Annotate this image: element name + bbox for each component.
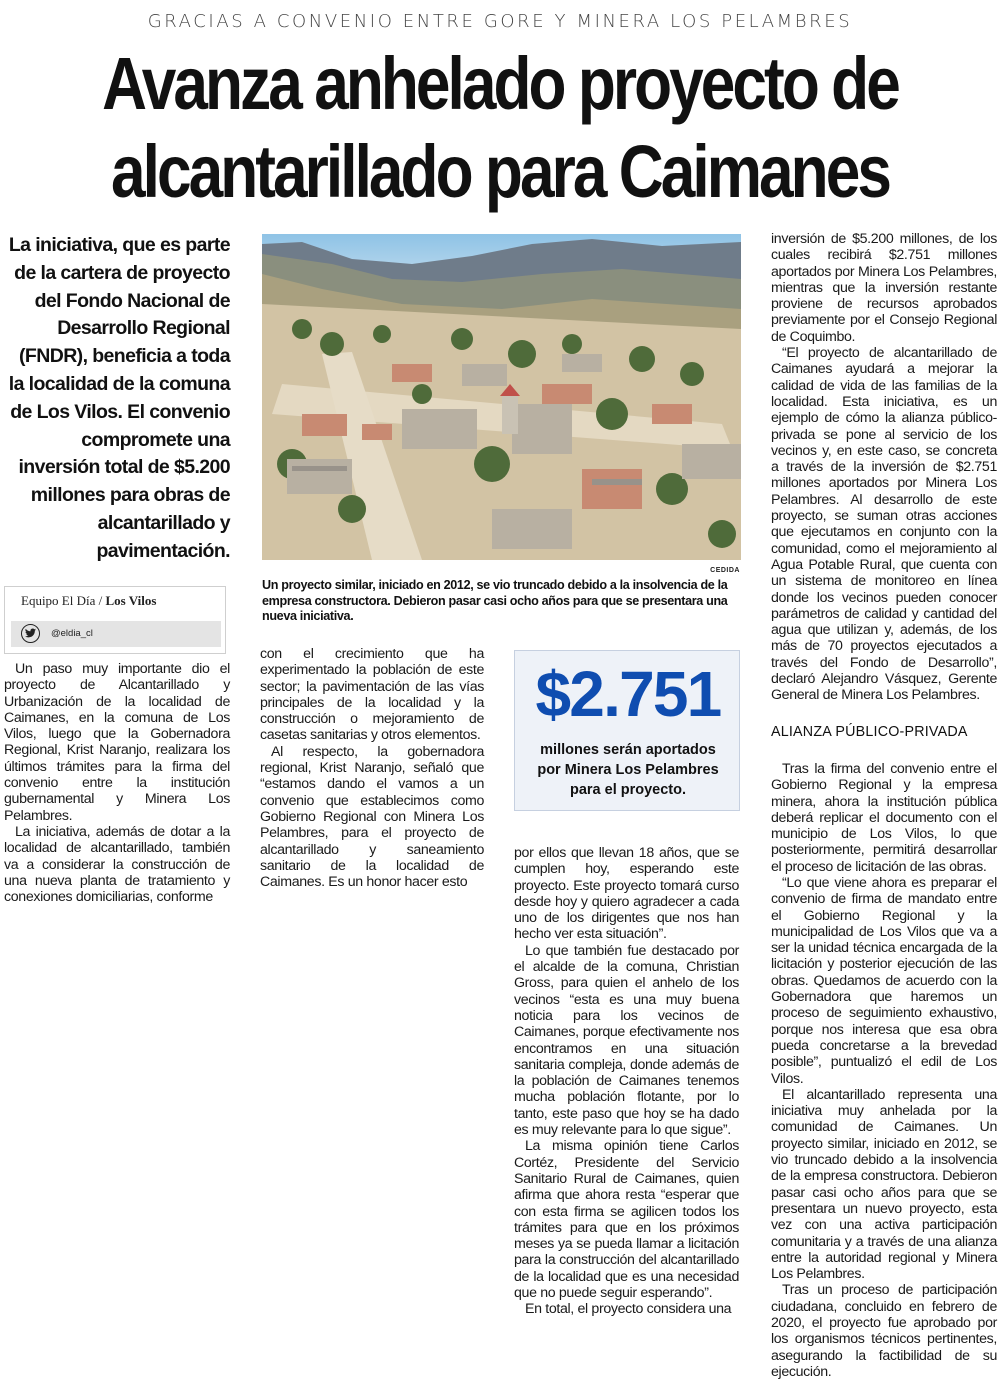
kicker: GRACIAS A CONVENIO ENTRE GORE Y MINERA LOS PELAMBRES <box>147 11 853 32</box>
paragraph: con el crecimiento que ha experimentado la población de este sector; la pavimentación de las vías principales de la localidad y la construcción o mejoramiento de casetas sanitarias y otros elementos. <box>260 646 484 744</box>
column-3 <box>514 845 739 1318</box>
article-photo <box>262 234 741 560</box>
headline <box>80 40 920 216</box>
paragraph: Tras la firma del convenio entre el Gobierno Regional y la empresa minera, ahora la institución pública deberá replicar el documento con el municipio de Los Vilos, lo que posteriormente, permitirá desarrollar el proceso de licitación de las obras. <box>771 760 997 875</box>
byline-box <box>4 586 226 654</box>
paragraph: Un paso muy importante dio el proyecto de Alcantarillado y Urbanización de la localidad de Caimanes, en la comuna de Los Vilos, luego que la Gobernadora Regional, Krist Naranjo, realizara los últimos trámites para la firma del convenio entre la institución gubernamental y Minera Los Pelambres. <box>4 661 230 824</box>
paragraph: En total, el proyecto considera una <box>525 1301 732 1318</box>
photo-caption: Un proyecto similar, iniciado en 2012, se vio truncado debido a la insolvencia de la empresa constructora. Debieron pasar casi ocho años para que se presentara una nueva iniciativa. <box>262 578 728 623</box>
paragraph: Al respecto, la gobernadora regional, Krist Naranjo, señaló que “estamos dando el vamos a un convenio que establecimos como Gobierno Regional con Minera Los Pelambres, para el proyecto de alcantarillado y saneamiento sanitario de la localidad de Caimanes. Es un honor hacer esto <box>260 743 484 891</box>
paragraph: Lo que también fue destacado por el alcalde de la comuna, Christian Gross, para quien el anhelo de los vecinos “esta es una muy buena noticia para los vecinos de Caimanes, porque efectivamente nos encontramos en una situación sanitaria compleja, donde además de la población de Caimanes tenemos mucha población flotante, por lo tanto, este paso que hoy se ha dado es muy relevante para lo que sigue”. <box>514 942 739 1139</box>
byline-location: Los Vilos <box>105 593 157 608</box>
byline-author: Equipo El Día / <box>21 593 103 608</box>
byline <box>21 593 156 609</box>
paragraph: El alcantarillado representa una iniciativa muy anhelada por la comunidad de Caimanes. Un proyecto similar, iniciado en 2012, se vio truncado debido a la insolvencia de la empresa constructora. Debieron pasar casi ocho años para que se presentara un nuevo proyecto, esta vez con una activa participación comunitaria y a través de una alianza entre la autoridad regional y Minera Los Pelambres. <box>771 1086 997 1283</box>
column-4 <box>771 231 997 1380</box>
subheading: ALIANZA PÚBLICO-PRIVADA <box>771 723 968 740</box>
paragraph: “Lo que viene ahora es preparar el convenio de firma de mandato entre el Gobierno Regional y la municipalidad de Los Vilos que va a ser la unidad técnica encargada de la licitación y posterior ejecución de las obras. Quedamos de acuerdo con la Gobernadora que haremos un proceso de seguimiento exhaustivo, porque nos interesa que esa obra pueda concretarse a la brevedad posible”, puntualizó el edil de Los Vilos. <box>771 874 997 1087</box>
twitter-bar[interactable] <box>11 621 221 647</box>
callout-text: millones serán aportados por Minera Los Pelambres para el proyecto. <box>537 742 719 798</box>
paragraph: La iniciativa, además de dotar a la localidad de alcantarillado, también va a considerar la construcción de una nueva planta de tratamiento y conexiones domiciliarias, conforme <box>4 823 230 906</box>
twitter-handle[interactable]: @eldia_cl <box>51 628 93 639</box>
photo-credit: CEDIDA <box>710 567 740 574</box>
paragraph: La misma opinión tiene Carlos Cortéz, Presidente del Servicio Sanitario Rural de Caimanes, quien afirma que ahora resta “esperar que con esta firma se agilicen todos los trámites para que en los próximos meses ya se pueda llamar a licitación para la construcción del alcantarillado de la localidad que es una necesidad que no puede seguir esperando”. <box>514 1138 739 1302</box>
column-2 <box>260 646 484 890</box>
paragraph: por ellos que llevan 18 años, que se cumplen hoy, esperando este proyecto. Este proyecto tomará curso desde hoy y quiero agradecer a cada uno de los dirigentes que nos han hecho ver esta situación”. <box>514 845 739 943</box>
headline-line-2: alcantarillado para Caimanes <box>111 130 889 213</box>
headline-line-1: Avanza anhelado proyecto de <box>102 42 898 125</box>
callout-box <box>514 650 740 811</box>
paragraph: “El proyecto de alcantarillado de Caimanes ayudará a mejorar la calidad de vida de las familias de la localidad. Esta iniciativa, es un ejemplo de cómo la alianza público-privada se pone al servicio de los vecinos y, en este caso, se concreta a través de la inversión de $2.751 millones aportados por Minera Los Pelambres. Al desarrollo de este proyecto, se suman otras acciones que ejecutamos en conjunto con la comunidad, como el mejoramiento al Agua Potable Rural, que cuenta con un sistema de monitoreo en línea donde los vecinos pueden conocer parámetros de calidad y cantidad del agua que utilizan y, además, de los más de 70 proyectos ejecutados a través del Fondo de Desarrollo”, declaró Alejandro Vásquez, Gerente General de Minera Los Pelambres. <box>771 345 997 704</box>
column-1 <box>4 661 230 905</box>
lead-paragraph: La iniciativa, que es parte de la cartera de proyecto del Fondo Nacional de Desarrollo Regional (FNDR), beneficia a toda la localidad de la comuna de Los Vilos. El convenio compromete una inversión total de $5.200 millones para obras de alcantarillado y pavimentación. <box>8 234 230 562</box>
twitter-bird-icon <box>21 624 40 643</box>
paragraph: Tras un proceso de participación ciudadana, concluido en febrero de 2020, el proyecto fue aprobado por los organismos técnicos pertinentes, asegurando la factibilidad de su ejecución. <box>771 1282 997 1380</box>
callout-figure: $2.751 <box>535 658 721 730</box>
paragraph: inversión de $5.200 millones, de los cuales recibirá $2.751 millones aportados por Minera Los Pelambres, mientras que la inversión restante proviene de recursos aprobados previamente por el Consejo Regional de Coquimbo. <box>771 231 997 345</box>
